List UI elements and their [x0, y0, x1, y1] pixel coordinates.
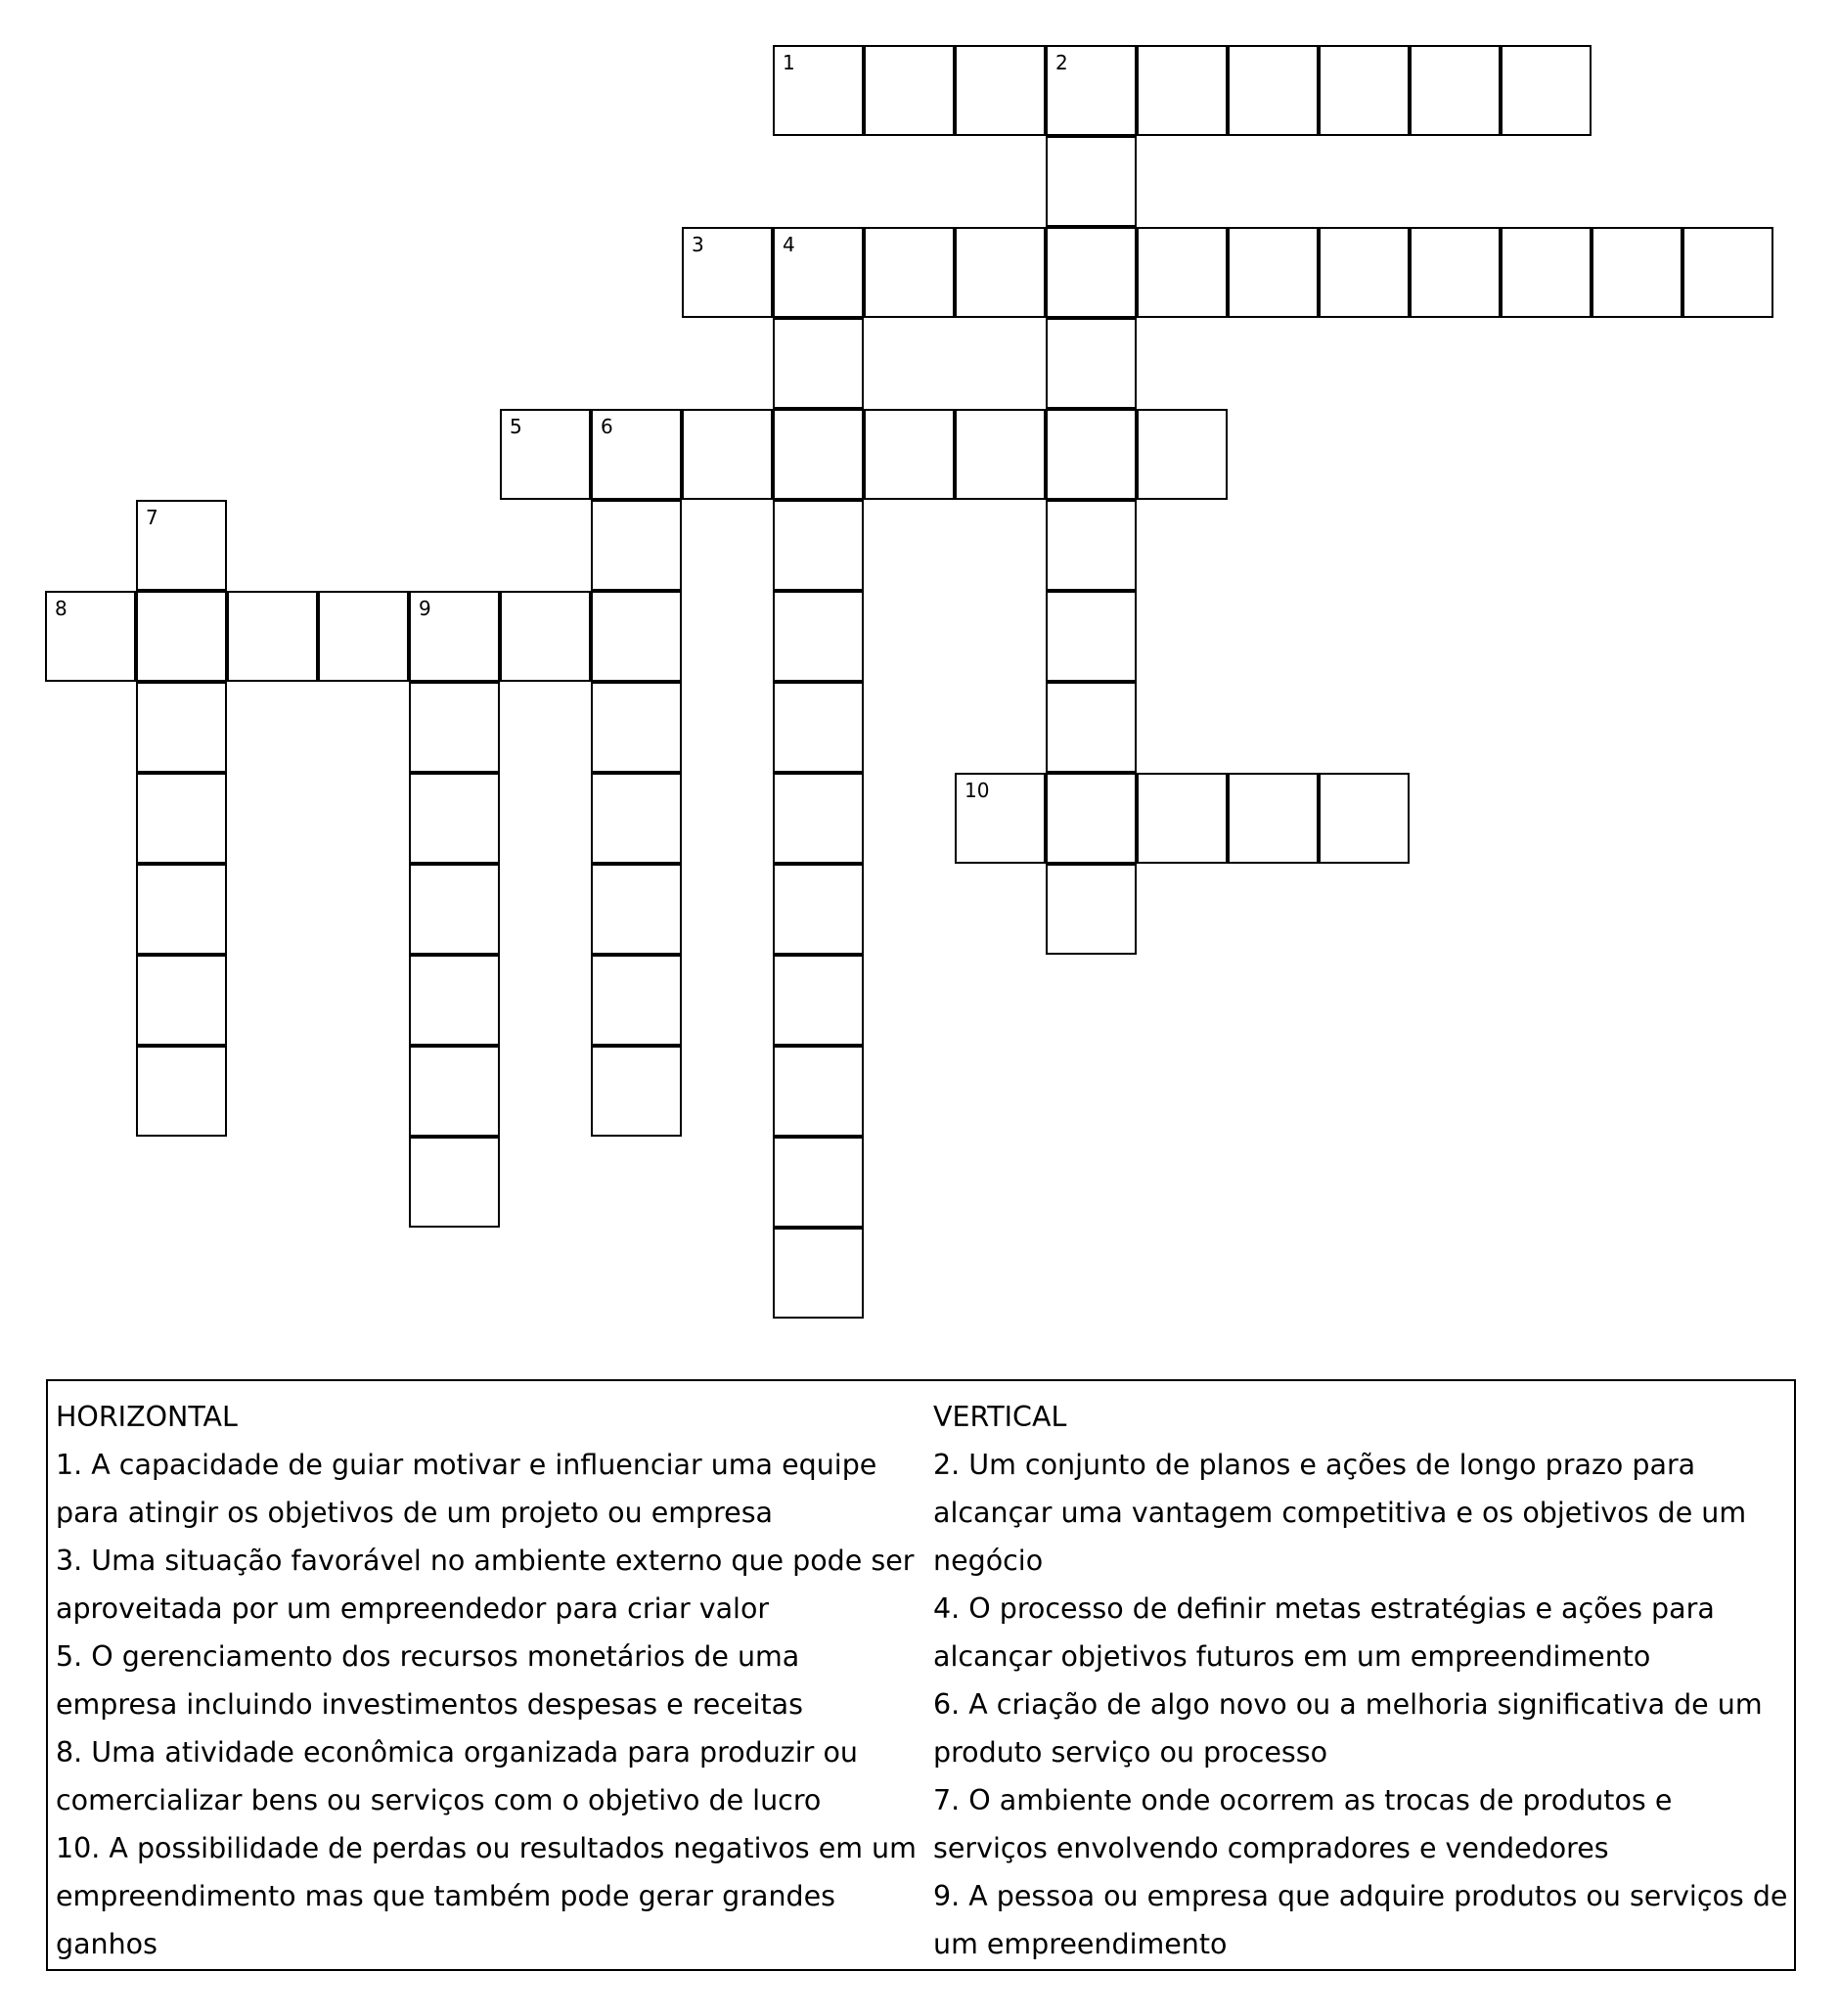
horizontal-heading: HORIZONTAL: [56, 1401, 238, 1433]
crossword-cell[interactable]: [409, 682, 500, 773]
crossword-cell[interactable]: [1410, 45, 1501, 136]
crossword-cell[interactable]: [591, 955, 682, 1046]
horizontal-clues: [56, 1393, 917, 1968]
crossword-cell[interactable]: [1046, 136, 1137, 227]
crossword-cell[interactable]: [45, 591, 136, 682]
crossword-cell[interactable]: [1137, 45, 1228, 136]
crossword-cell[interactable]: [773, 318, 864, 409]
crossword-cell[interactable]: [1682, 227, 1773, 318]
crossword-cell[interactable]: [591, 409, 682, 500]
crossword-cell[interactable]: [773, 500, 864, 591]
clue-10-across: 10. A possibilidade de perdas ou resultados negativos em um empreendimento mas que também pode gerar grandes ganhos: [56, 1832, 917, 1960]
crossword-cell[interactable]: [1046, 227, 1137, 318]
crossword-cell[interactable]: [1046, 773, 1137, 864]
clue-4-down: 4. O processo de definir metas estratégias e ações para alcançar objetivos futuros em um empreendimento: [933, 1592, 1715, 1673]
crossword-cell[interactable]: [136, 1046, 227, 1137]
crossword-cell[interactable]: [1046, 45, 1137, 136]
crossword-cell[interactable]: [1046, 500, 1137, 591]
crossword-cell[interactable]: [591, 864, 682, 955]
crossword-cell[interactable]: [955, 45, 1046, 136]
clue-number: 2: [1055, 51, 1068, 74]
crossword-cell[interactable]: [955, 409, 1046, 500]
crossword-cell[interactable]: [136, 773, 227, 864]
clue-number: 1: [783, 51, 795, 74]
crossword-cell[interactable]: [1137, 773, 1228, 864]
crossword-cell[interactable]: [1319, 45, 1410, 136]
crossword-cell[interactable]: [409, 1046, 500, 1137]
crossword-cell[interactable]: [591, 773, 682, 864]
crossword-cell[interactable]: [1137, 227, 1228, 318]
crossword-cell[interactable]: [773, 45, 864, 136]
clue-number: 6: [601, 415, 613, 438]
crossword-cell[interactable]: [136, 682, 227, 773]
crossword-cell[interactable]: [682, 227, 773, 318]
crossword-cell[interactable]: [591, 591, 682, 682]
crossword-cell[interactable]: [500, 409, 591, 500]
crossword-cell[interactable]: [136, 955, 227, 1046]
clue-5-across: 5. O gerenciamento dos recursos monetários de uma empresa incluindo investimentos despesas e receitas: [56, 1640, 803, 1721]
crossword-cell[interactable]: [591, 500, 682, 591]
crossword-cell[interactable]: [864, 409, 955, 500]
clue-number: 10: [964, 779, 990, 802]
crossword-cell[interactable]: [773, 682, 864, 773]
vertical-heading: VERTICAL: [933, 1401, 1067, 1433]
crossword-cell[interactable]: [227, 591, 318, 682]
crossword-cell[interactable]: [1046, 409, 1137, 500]
crossword-cell[interactable]: [1501, 45, 1592, 136]
crossword-cell[interactable]: [1319, 773, 1410, 864]
crossword-cell[interactable]: [1228, 227, 1319, 318]
vertical-clues: [933, 1393, 1794, 1968]
crossword-cell[interactable]: [500, 591, 591, 682]
crossword-cell[interactable]: [773, 864, 864, 955]
crossword-cell[interactable]: [1046, 318, 1137, 409]
crossword-cell[interactable]: [409, 864, 500, 955]
crossword-cell[interactable]: [773, 1228, 864, 1319]
crossword-cell[interactable]: [409, 1137, 500, 1228]
clue-number: 4: [783, 233, 795, 256]
clue-3-across: 3. Uma situação favorável no ambiente externo que pode ser aproveitada por um empreendedor para criar valor: [56, 1545, 915, 1625]
clue-6-down: 6. A criação de algo novo ou a melhoria significativa de um produto serviço ou processo: [933, 1688, 1763, 1769]
crossword-cell[interactable]: [773, 773, 864, 864]
clue-2-down: 2. Um conjunto de planos e ações de longo prazo para alcançar uma vantagem competitiva e os objetivos de um negócio: [933, 1449, 1747, 1577]
crossword-cell[interactable]: [773, 955, 864, 1046]
crossword-cell[interactable]: [1046, 682, 1137, 773]
clues-panel: [46, 1379, 1796, 1971]
clue-number: 5: [510, 415, 522, 438]
clue-1-across: 1. A capacidade de guiar motivar e influenciar uma equipe para atingir os objetivos de um projeto ou empresa: [56, 1449, 877, 1529]
crossword-cell[interactable]: [136, 864, 227, 955]
crossword-cell[interactable]: [1228, 45, 1319, 136]
crossword-cell[interactable]: [682, 409, 773, 500]
crossword-cell[interactable]: [773, 1137, 864, 1228]
crossword-cell[interactable]: [773, 591, 864, 682]
crossword-cell[interactable]: [591, 1046, 682, 1137]
crossword-cell[interactable]: [409, 591, 500, 682]
clue-number: 3: [692, 233, 704, 256]
crossword-cell[interactable]: [1228, 773, 1319, 864]
crossword-cell[interactable]: [955, 227, 1046, 318]
crossword-cell[interactable]: [318, 591, 409, 682]
crossword-cell[interactable]: [1501, 227, 1592, 318]
crossword-cell[interactable]: [773, 227, 864, 318]
crossword-cell[interactable]: [773, 1046, 864, 1137]
crossword-cell[interactable]: [1410, 227, 1501, 318]
crossword-cell[interactable]: [864, 45, 955, 136]
crossword-cell[interactable]: [136, 500, 227, 591]
crossword-cell[interactable]: [955, 773, 1046, 864]
clue-number: 8: [55, 597, 67, 620]
crossword-cell[interactable]: [591, 682, 682, 773]
crossword-cell[interactable]: [1137, 409, 1228, 500]
clue-8-across: 8. Uma atividade econômica organizada para produzir ou comercializar bens ou serviços com o objetivo de lucro: [56, 1736, 858, 1816]
crossword-cell[interactable]: [1592, 227, 1682, 318]
crossword-cell[interactable]: [773, 409, 864, 500]
crossword-cell[interactable]: [1319, 227, 1410, 318]
crossword-cell[interactable]: [409, 955, 500, 1046]
clue-9-down: 9. A pessoa ou empresa que adquire produtos ou serviços de um empreendimento: [933, 1880, 1788, 1960]
clue-7-down: 7. O ambiente onde ocorrem as trocas de produtos e serviços envolvendo compradores e vendedores: [933, 1784, 1673, 1864]
clue-number: 7: [146, 506, 158, 529]
crossword-cell[interactable]: [409, 773, 500, 864]
crossword-cell[interactable]: [136, 591, 227, 682]
crossword-cell[interactable]: [1046, 591, 1137, 682]
crossword-cell[interactable]: [1046, 864, 1137, 955]
crossword-cell[interactable]: [864, 227, 955, 318]
clue-number: 9: [419, 597, 431, 620]
